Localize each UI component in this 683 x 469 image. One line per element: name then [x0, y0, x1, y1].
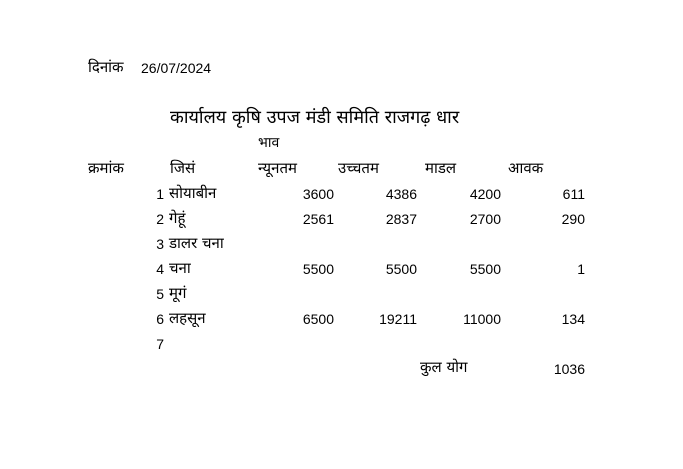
row-minimum: 2561	[302, 211, 334, 227]
row-minimum: 5500	[302, 261, 334, 277]
row-minimum: 6500	[302, 311, 334, 327]
page-title: कार्यालय कृषि उपज मंडी समिति राजगढ़ धार	[170, 107, 460, 128]
row-arrival: 611	[562, 186, 585, 202]
table-row	[0, 261, 683, 283]
row-arrival: 134	[561, 311, 585, 327]
date-value: 26/07/2024	[141, 60, 212, 76]
column-header-minimum: न्यूनतम	[258, 159, 297, 177]
table-row	[0, 211, 683, 233]
table-row	[0, 186, 683, 208]
row-minimum: 3600	[302, 186, 334, 202]
row-commodity: डालर चना	[169, 234, 224, 252]
column-header-commodity: जिसं	[170, 159, 196, 177]
row-maximum: 4386	[385, 186, 417, 202]
row-commodity: चना	[169, 259, 191, 277]
row-commodity: लहसून	[169, 309, 206, 327]
row-modal: 11000	[463, 311, 501, 327]
table-row	[0, 336, 683, 358]
column-header-maximum: उच्चतम	[338, 159, 379, 177]
column-header-serial: क्रमांक	[88, 159, 124, 177]
row-serial: 5	[156, 286, 164, 302]
price-group-label: भाव	[258, 135, 280, 151]
row-commodity: मूगं	[169, 284, 187, 302]
row-serial: 7	[156, 336, 164, 352]
column-header-modal: माडल	[425, 159, 457, 177]
row-commodity: सोयाबीन	[169, 184, 217, 202]
row-modal: 2700	[469, 211, 501, 227]
row-modal: 5500	[469, 261, 501, 277]
row-commodity: गेहूं	[169, 209, 186, 227]
row-serial: 2	[156, 211, 164, 227]
total-label: कुल योग	[420, 358, 468, 376]
row-serial: 4	[156, 261, 164, 277]
row-arrival: 1	[577, 261, 585, 277]
row-modal: 4200	[469, 186, 501, 202]
row-maximum: 2837	[385, 211, 417, 227]
row-serial: 6	[156, 311, 164, 327]
row-serial: 1	[156, 186, 164, 202]
column-header-arrival: आवक	[508, 159, 544, 177]
row-serial: 3	[156, 236, 164, 252]
table-row	[0, 286, 683, 308]
table-row	[0, 311, 683, 333]
date-label: दिनांक	[88, 58, 124, 76]
total-value: 1036	[553, 361, 585, 377]
row-maximum: 5500	[385, 261, 417, 277]
row-arrival: 290	[561, 211, 585, 227]
row-maximum: 19211	[379, 311, 417, 327]
table-row	[0, 236, 683, 258]
